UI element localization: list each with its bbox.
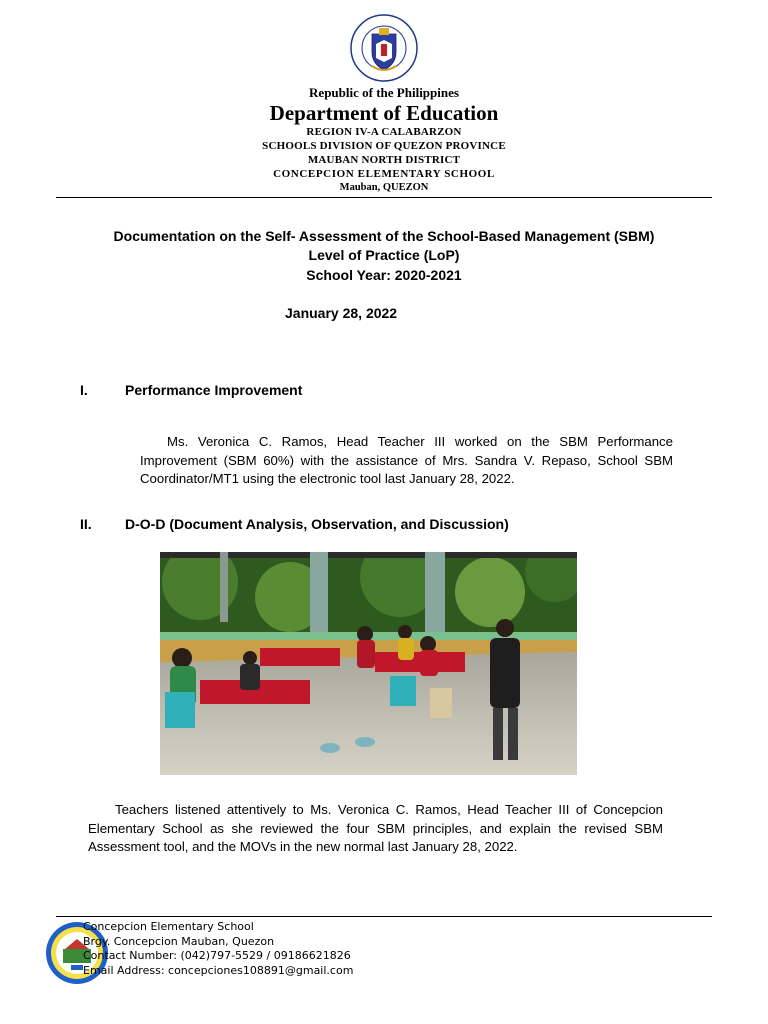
- section-2-number: II.: [80, 516, 92, 532]
- section-1-body: Ms. Veronica C. Ramos, Head Teacher III worked on the SBM Performance Improvement (SBM 60%) with the assistance of Mrs. Sandra V. Repaso, School SBM Coordinator/MT1 using the electronic tool last January 28, 2022.: [140, 434, 673, 486]
- deped-seal-logo: [350, 14, 418, 82]
- document-title-line3: School Year: 2020-2021: [306, 267, 462, 283]
- division-heading: SCHOOLS DIVISION OF QUEZON PROVINCE: [262, 140, 506, 152]
- footer-contact: Contact Number: (042)797-5529 / 09186621826: [83, 949, 351, 962]
- department-heading: Department of Education: [269, 101, 499, 125]
- section-1-number: I.: [80, 382, 88, 398]
- meeting-photo: [160, 552, 577, 775]
- footer-school-name: Concepcion Elementary School: [83, 920, 254, 933]
- school-heading: CONCEPCION ELEMENTARY SCHOOL: [273, 168, 495, 180]
- section-2-title: D-O-D (Document Analysis, Observation, and Discussion): [125, 516, 509, 532]
- republic-heading: Republic of the Philippines: [309, 85, 459, 100]
- footer-email[interactable]: Email Address: concepciones108891@gmail.com: [83, 964, 354, 977]
- document-title-line1: Documentation on the Self- Assessment of the School-Based Management (SBM): [113, 228, 655, 244]
- region-heading: REGION IV-A CALABARZON: [306, 126, 462, 138]
- document-title-line2: Level of Practice (LoP): [308, 247, 460, 263]
- header-divider: [56, 197, 712, 198]
- document-date: January 28, 2022: [285, 305, 398, 321]
- location-heading: Mauban, QUEZON: [339, 182, 429, 193]
- section-1-title: Performance Improvement: [125, 382, 303, 398]
- footer-divider: [56, 916, 712, 917]
- footer-address: Brgy. Concepcion Mauban, Quezon: [83, 935, 275, 948]
- section-2-body: Teachers listened attentively to Ms. Veronica C. Ramos, Head Teacher III of Concepcion Elementary School as she reviewed the four SBM principles, and explain the revised SBM Assessment tool, and the MOVs in the new normal last January 28, 2022.: [88, 802, 663, 854]
- district-heading: MAUBAN NORTH DISTRICT: [307, 154, 461, 166]
